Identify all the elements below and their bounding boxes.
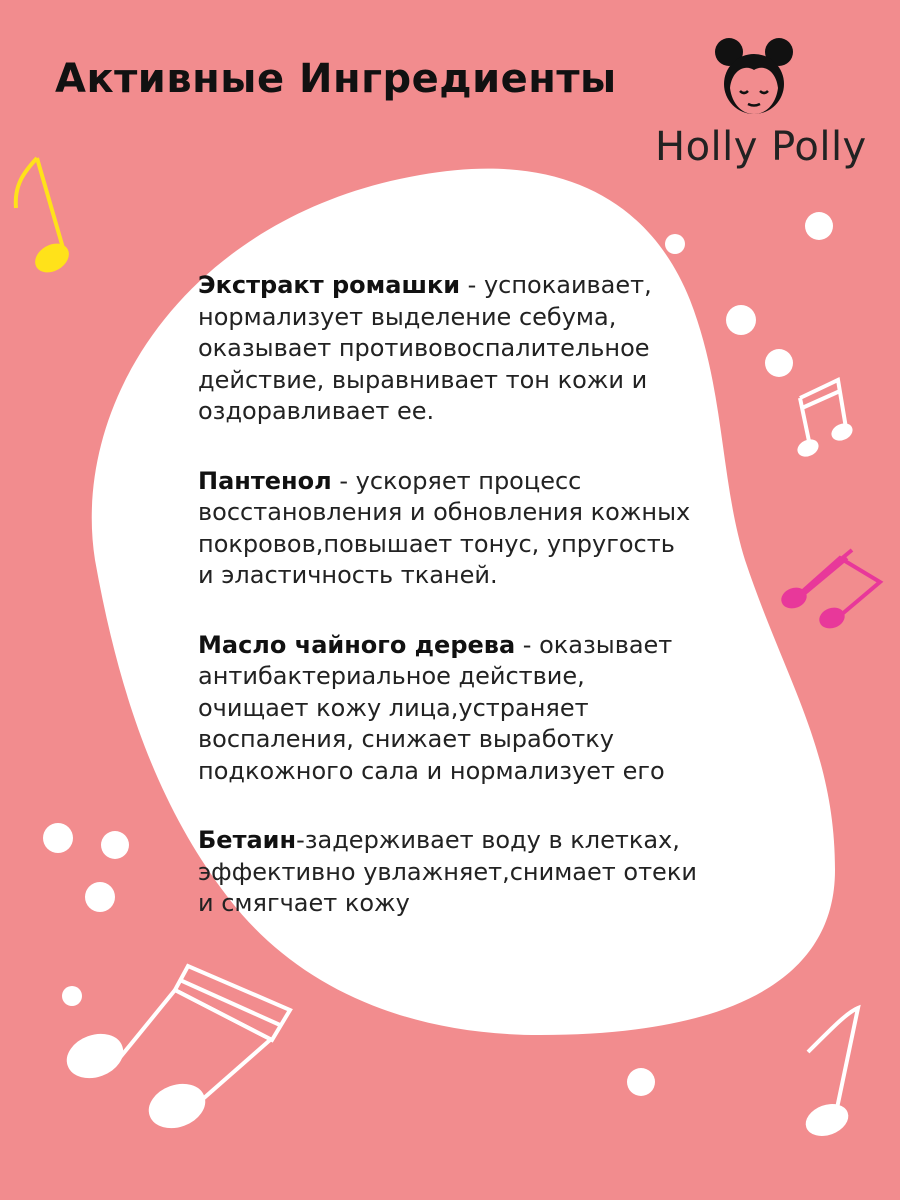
decor-dot — [665, 234, 685, 254]
decor-dot — [85, 882, 115, 912]
white-double-note-icon-left — [63, 966, 290, 1133]
decor-dot — [62, 986, 82, 1006]
decor-dot — [726, 305, 756, 335]
ingredient-item — [198, 466, 698, 592]
white-double-note-icon-right — [797, 380, 852, 457]
ingredient-item — [198, 270, 698, 428]
ingredient-item — [198, 825, 698, 920]
pink-double-note-icon — [781, 550, 880, 629]
ingredients-list — [198, 270, 698, 958]
ingredient-description: - успокаивает, нормализует выделение себума, оказывает противовоспалительное действие, выравнивает тон кожи и оздоравливает ее. — [198, 271, 652, 425]
ingredient-description: -задерживает воду в клетках, эффективно увлажняет,снимает отеки и смягчает кожу — [198, 826, 697, 917]
decor-dot — [43, 823, 73, 853]
yellow-music-note-icon — [16, 158, 74, 278]
decor-dot — [101, 831, 129, 859]
ingredient-description: - ускоряет процесс восстановления и обновления кожных покровов,повышает тонус, упругость и эластичность тканей. — [198, 466, 691, 589]
white-music-note-icon-bottom-right — [801, 1008, 858, 1142]
brand-name: Holly Polly — [655, 124, 867, 170]
ingredient-name: Масло чайного дерева — [198, 630, 516, 659]
ingredient-description: - оказывает антибактериальное действие, очищает кожу лица,устраняет воспаления, снижает выработку подкожного сала и нормализует его — [198, 630, 673, 785]
decor-dot — [805, 212, 833, 240]
girl-face-logo-icon — [712, 36, 796, 120]
ingredient-name: Бетаин — [198, 826, 297, 854]
page-title: Активные Ингредиенты — [55, 56, 617, 102]
decor-dot — [627, 1068, 655, 1096]
ingredient-name: Экстракт ромашки — [198, 271, 461, 299]
ingredient-name: Пантенол — [198, 466, 332, 495]
decor-dot — [765, 349, 793, 377]
ingredient-item — [198, 630, 698, 788]
